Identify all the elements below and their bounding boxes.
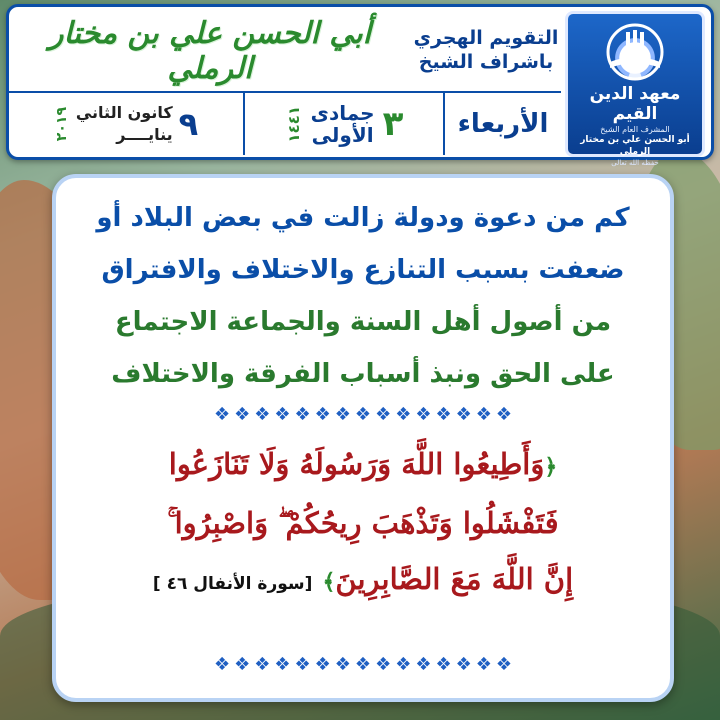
ornament-diamond-icon: ❖ xyxy=(495,404,513,425)
ornament-diamond-icon: ❖ xyxy=(274,654,291,675)
ornament-diamond-icon: ❖ xyxy=(395,404,412,425)
ornament-diamond-icon: ❖ xyxy=(495,654,513,675)
ornament-diamond-icon: ❖ xyxy=(354,654,372,675)
ornament-diamond-icon: ❖ xyxy=(435,654,452,675)
verse-line-3 xyxy=(66,551,660,612)
ornament-diamond-icon: ❖ xyxy=(334,654,351,675)
ornament-diamond-icon: ❖ xyxy=(294,404,311,425)
date-row xyxy=(9,91,561,155)
ornament-diamond-icon: ❖ xyxy=(213,654,231,675)
header-top-row xyxy=(9,13,561,89)
verse-line-2: فَتَفْشَلُوا وَتَذْهَبَ رِيحُكُمْ ۖ وَاصْبِرُوا ۚ xyxy=(167,506,559,540)
text-line-3: من أصول أهل السنة والجماعة الاجتماع xyxy=(114,307,612,337)
open-book-logo-icon xyxy=(598,22,672,82)
admonition-text xyxy=(66,192,660,400)
hijri-month-line2: الأولى xyxy=(311,123,374,147)
ornament-diamond-icon: ❖ xyxy=(274,404,291,425)
ornament-divider-top xyxy=(116,404,610,426)
hijri-day: ٣ xyxy=(382,104,404,144)
ornament-diamond-icon: ❖ xyxy=(415,654,432,675)
supervisor-blessing: حفظه الله تعالى xyxy=(611,158,659,167)
ornament-diamond-icon: ❖ xyxy=(415,404,432,425)
ornament-diamond-icon: ❖ xyxy=(395,654,412,675)
gregorian-month: ينايــــر xyxy=(116,125,173,144)
verse-line-1-text: وَأَطِيعُوا اللَّهَ وَرَسُولَهُ وَلَا تَنَازَعُوا xyxy=(168,447,545,481)
hijri-date xyxy=(243,93,443,155)
ornament-diamond-icon: ❖ xyxy=(314,404,331,425)
ornament-diamond-icon: ❖ xyxy=(375,654,392,675)
ornament-diamond-icon: ❖ xyxy=(314,654,331,675)
gregorian-months xyxy=(76,102,173,145)
ornament-diamond-icon: ❖ xyxy=(455,654,472,675)
ornament-diamond-icon: ❖ xyxy=(435,404,452,425)
ornament-diamond-icon: ❖ xyxy=(294,654,311,675)
quran-verse xyxy=(66,436,660,612)
verse-open-bracket: ﴿ xyxy=(544,454,558,480)
hijri-month-line1: جمادى xyxy=(310,101,375,125)
hijri-month xyxy=(311,102,375,146)
ornament-diamond-icon: ❖ xyxy=(475,404,492,425)
text-line-2: ضعفت بسبب التنازع والاختلاف والافتراق xyxy=(101,255,625,285)
ornament-diamond-icon: ❖ xyxy=(455,404,472,425)
verse-line-3-text: إِنَّ اللَّهَ مَعَ الصَّابِرِينَ xyxy=(335,562,574,596)
gregorian-year: ٢٠١٩ xyxy=(53,106,70,142)
gregorian-month-levant: كانون الثاني xyxy=(75,103,173,123)
ornament-diamond-icon: ❖ xyxy=(334,404,351,425)
content-card xyxy=(52,174,674,702)
ornament-diamond-icon: ❖ xyxy=(234,654,251,675)
institute-name: معهد الدين القيم xyxy=(589,84,681,125)
ornament-divider-bottom xyxy=(116,654,610,676)
supervisor-name: أبو الحسن علي بن مختار الرملي xyxy=(580,135,690,157)
ornament-diamond-icon: ❖ xyxy=(254,654,271,675)
supervisor-caption: المشرف العام الشيخ xyxy=(600,124,670,134)
ornament-diamond-icon: ❖ xyxy=(213,404,231,425)
ornament-diamond-icon: ❖ xyxy=(254,404,271,425)
ornament-diamond-icon: ❖ xyxy=(354,404,372,425)
calendar-header xyxy=(6,4,714,167)
weekday: الأربعاء xyxy=(443,93,561,155)
calendar-title-line2: باشراف الشيخ xyxy=(418,51,554,73)
text-line-4: على الحق ونبذ أسباب الفرقة والاختلاف xyxy=(111,359,615,389)
institute-logo xyxy=(565,11,705,167)
verse-line-1 xyxy=(66,436,660,495)
ornament-diamond-icon: ❖ xyxy=(234,404,251,425)
hijri-year: ١٤٤١ xyxy=(284,105,303,143)
verse-close-bracket: ﴾ xyxy=(322,569,336,595)
surah-reference: [سورة الأنفال ٤٦ ] xyxy=(152,574,313,594)
sheikh-name-calligraphy: أبي الحسن علي بن مختار الرملي xyxy=(48,16,372,86)
ornament-diamond-icon: ❖ xyxy=(475,654,492,675)
gregorian-day: ٩ xyxy=(178,105,199,143)
calendar-title xyxy=(411,27,561,75)
ornament-diamond-icon: ❖ xyxy=(375,404,392,425)
gregorian-date xyxy=(9,93,243,155)
calendar-title-line1: التقويم الهجري xyxy=(413,27,559,50)
text-line-1: كم من دعوة ودولة زالت في بعض البلاد أو xyxy=(96,203,630,233)
